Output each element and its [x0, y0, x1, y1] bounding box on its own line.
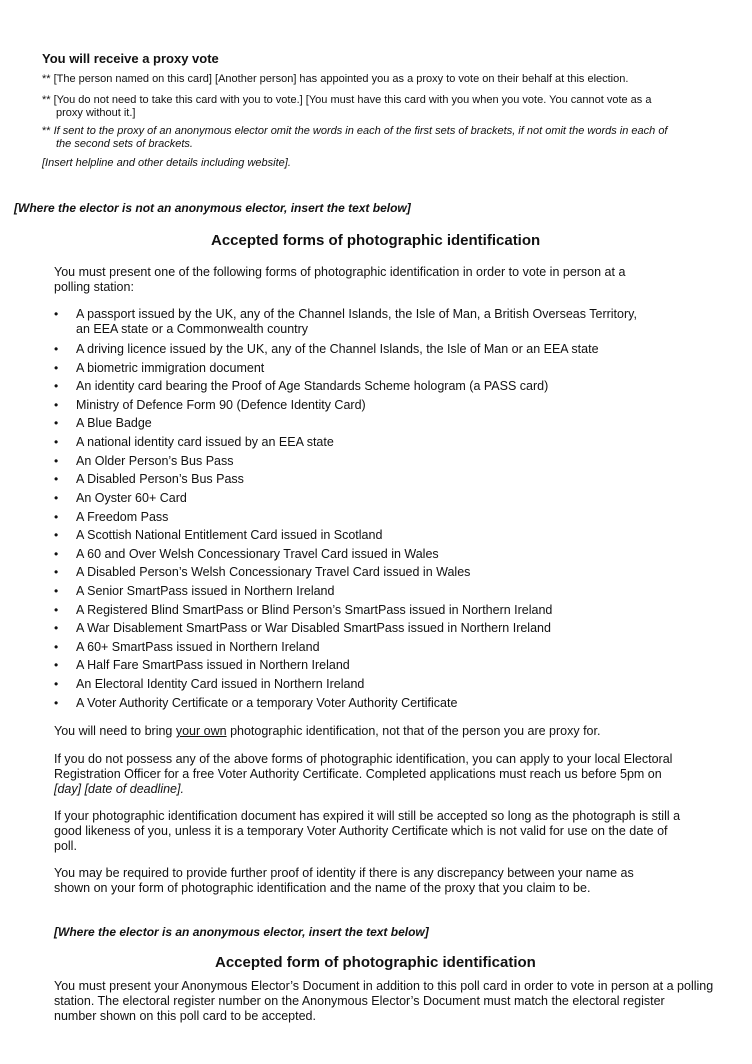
bullet-icon: •	[54, 398, 59, 412]
list-item-text: An Oyster 60+ Card	[76, 491, 187, 505]
helpline-placeholder: [Insert helpline and other details including website].	[42, 157, 291, 169]
bullet-icon: •	[54, 603, 59, 617]
bullet-icon: •	[54, 491, 59, 505]
proxy-card-requirement-line-cont: proxy without it.]	[56, 107, 136, 119]
anonymous-document-line1: You must present your Anonymous Elector’s Document in addition to this poll card in order to vote in person at a polling	[54, 979, 714, 993]
bullet-icon: •	[54, 640, 59, 654]
bullet-icon: •	[54, 454, 59, 468]
list-item-text: A War Disablement SmartPass or War Disabled SmartPass issued in Northern Ireland	[76, 621, 551, 635]
list-item-text: A Registered Blind SmartPass or Blind Person’s SmartPass issued in Northern Ireland	[76, 603, 553, 617]
list-item-text: A passport issued by the UK, any of the Channel Islands, the Isle of Man, a British Overseas Territory,	[76, 307, 637, 321]
bullet-icon: •	[54, 621, 59, 635]
bring-own-id-suffix: photographic identification, not that of the person you are proxy for.	[226, 724, 601, 738]
list-item-text: A Freedom Pass	[76, 510, 169, 524]
expired-id-paragraph-line2: good likeness of you, unless it is a temporary Voter Authority Certificate which is not valid for use on the date of	[54, 824, 668, 838]
list-item-text: A Scottish National Entitlement Card issued in Scotland	[76, 528, 383, 542]
list-item-text: Ministry of Defence Form 90 (Defence Identity Card)	[76, 398, 366, 412]
anonymous-instruction-line	[42, 124, 668, 138]
bring-own-id-emphasis: your own	[175, 724, 227, 738]
photo-id-intro-line2: polling station:	[54, 280, 134, 294]
bullet-icon: •	[54, 510, 59, 524]
bullet-icon: •	[54, 435, 59, 449]
expired-id-paragraph-line3: poll.	[54, 839, 77, 853]
list-item-text: A Disabled Person’s Bus Pass	[76, 472, 244, 486]
bring-own-id-paragraph	[54, 724, 600, 739]
bullet-icon: •	[54, 342, 59, 356]
list-item-text: A Senior SmartPass issued in Northern Ireland	[76, 584, 335, 598]
anonymous-instruction-text: If sent to the proxy of an anonymous elector omit the words in each of the first sets of brackets, if not omit the words in each of	[53, 125, 668, 137]
anonymous-photo-id-heading: Accepted form of photographic identification	[215, 954, 536, 971]
anonymous-document-line2: station. The electoral register number on the Anonymous Elector’s Document must match the electoral register	[54, 994, 665, 1008]
voter-authority-paragraph-line3: [day] [date of deadline].	[54, 782, 184, 796]
bullet-icon: •	[54, 472, 59, 486]
anonymous-instruction-line-cont: the second sets of brackets.	[56, 138, 193, 150]
list-item-text: A driving licence issued by the UK, any of the Channel Islands, the Isle of Man or an EEA state	[76, 342, 599, 356]
list-item-text: A biometric immigration document	[76, 361, 265, 375]
bullet-icon: •	[54, 584, 59, 598]
bullet-icon: •	[54, 361, 59, 375]
proxy-card-requirement-line: ** [You do not need to take this card with you to vote.] [You must have this card with you when you vote. You cannot vote as a	[42, 94, 652, 106]
anonymous-instruction-prefix: **	[42, 125, 54, 137]
bullet-icon: •	[54, 677, 59, 691]
list-item-text: A Disabled Person’s Welsh Concessionary Travel Card issued in Wales	[76, 565, 471, 579]
bullet-icon: •	[54, 528, 59, 542]
bullet-icon: •	[54, 565, 59, 579]
further-proof-paragraph-line1: You may be required to provide further proof of identity if there is any discrepancy between your name as	[54, 866, 634, 880]
list-item-text: an EEA state or a Commonwealth country	[76, 322, 309, 336]
list-item-text: A 60 and Over Welsh Concessionary Travel Card issued in Wales	[76, 547, 439, 561]
bullet-icon: •	[54, 379, 59, 393]
photo-id-heading: Accepted forms of photographic identification	[211, 232, 541, 249]
photo-id-list	[54, 307, 694, 717]
list-item-text: A Half Fare SmartPass issued in Northern Ireland	[76, 658, 350, 672]
list-item-text: An Electoral Identity Card issued in Northern Ireland	[76, 677, 365, 691]
bullet-icon: •	[54, 696, 59, 710]
not-anonymous-section-note: [Where the elector is not an anonymous elector, insert the text below]	[14, 201, 411, 215]
bullet-icon: •	[54, 307, 59, 321]
photo-id-intro-line1: You must present one of the following forms of photographic identification in order to vote in person at a	[54, 265, 626, 279]
proxy-title: You will receive a proxy vote	[42, 51, 219, 66]
bullet-icon: •	[54, 547, 59, 561]
anonymous-section-note: [Where the elector is an anonymous elector, insert the text below]	[54, 925, 429, 939]
list-item-text: A Voter Authority Certificate or a temporary Voter Authority Certificate	[76, 696, 458, 710]
list-item-text: A national identity card issued by an EEA state	[76, 435, 334, 449]
proxy-appointment-line: ** [The person named on this card] [Another person] has appointed you as a proxy to vote on their behalf at this election.	[42, 73, 629, 85]
list-item-text: An Older Person’s Bus Pass	[76, 454, 234, 468]
further-proof-paragraph-line2: shown on your form of photographic identification and the name of the proxy that you claim to be.	[54, 881, 591, 895]
voter-authority-paragraph-line2: Registration Officer for a free Voter Authority Certificate. Completed applications must reach us before 5pm on	[54, 767, 662, 781]
voter-authority-paragraph-line1: If you do not possess any of the above forms of photographic identification, you can apply to your local Electoral	[54, 752, 673, 766]
expired-id-paragraph-line1: If your photographic identification document has expired it will still be accepted so long as the photograph is still a	[54, 809, 681, 823]
list-item-text: A 60+ SmartPass issued in Northern Ireland	[76, 640, 320, 654]
anonymous-document-line3: number shown on this poll card to be accepted.	[54, 1009, 316, 1023]
bring-own-id-prefix: You will need to bring	[54, 724, 176, 738]
bullet-icon: •	[54, 416, 59, 430]
list-item-text: A Blue Badge	[76, 416, 152, 430]
bullet-icon: •	[54, 658, 59, 672]
list-item-text: An identity card bearing the Proof of Age Standards Scheme hologram (a PASS card)	[76, 379, 549, 393]
